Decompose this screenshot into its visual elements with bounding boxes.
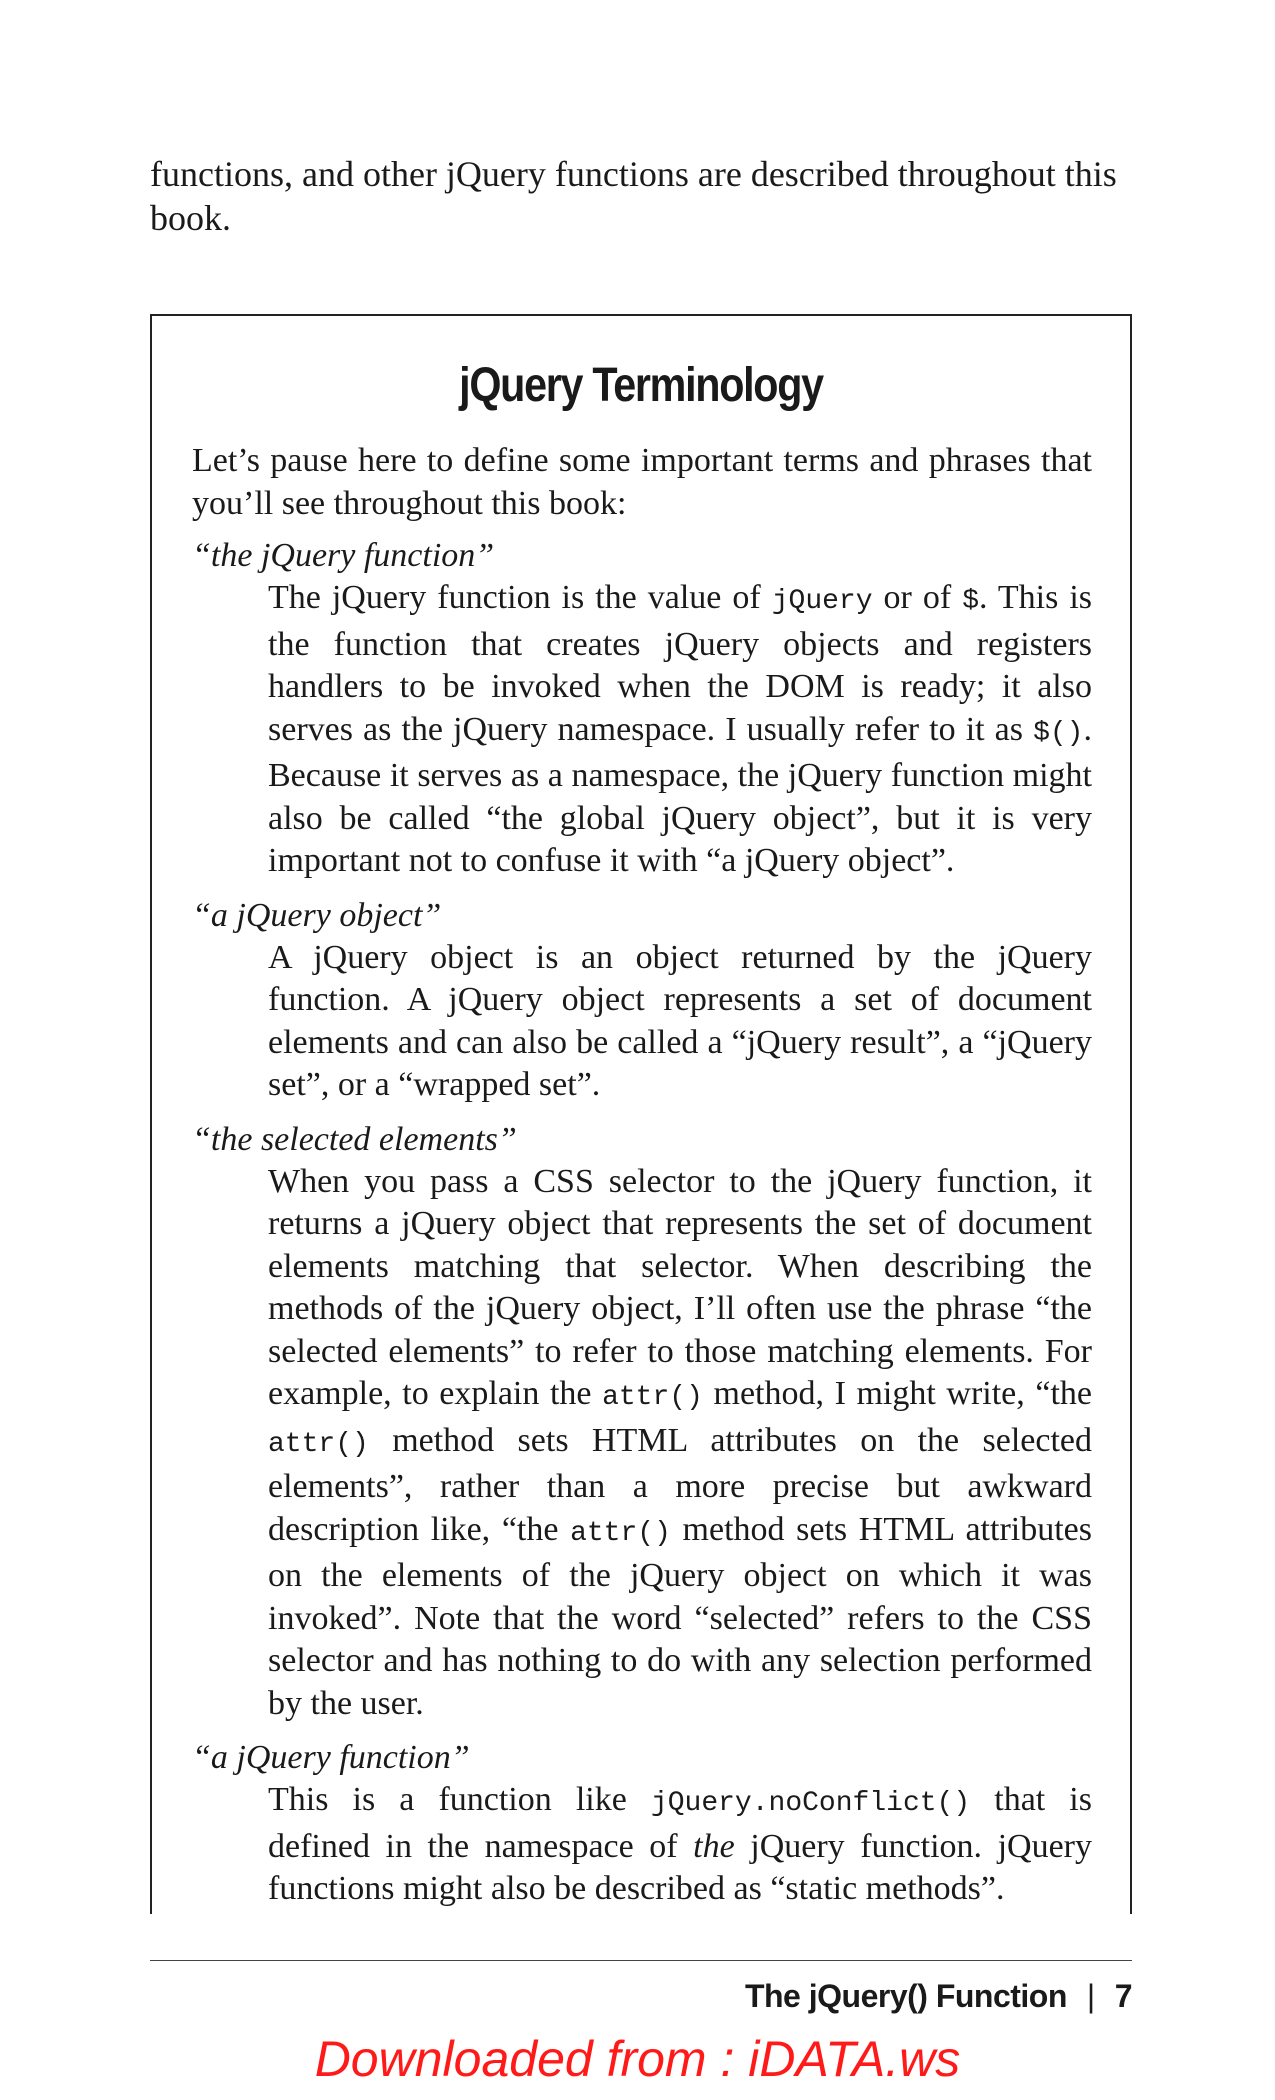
code-noconflict: jQuery.noConflict() bbox=[650, 1788, 971, 1819]
footer-separator: | bbox=[1086, 1978, 1095, 2014]
sidebar-body bbox=[192, 440, 1092, 1923]
emphasis-the: the bbox=[693, 1827, 735, 1865]
download-watermark: Downloaded from : iDATA.ws bbox=[314, 2031, 961, 2087]
code-attr: attr() bbox=[268, 1428, 369, 1460]
sidebar-title: jQuery Terminology bbox=[459, 359, 823, 412]
definition-jquery-object: A jQuery object is an object returned by the jQuery function. A jQuery object represents a set of document elements and can also be called a “jQuery result”, a “jQuery set”, or a “wrapped set”. bbox=[268, 938, 1092, 1103]
intro-paragraph: functions, and other jQuery functions are described throughout this book. bbox=[150, 154, 1117, 238]
page-footer bbox=[745, 1978, 1132, 2015]
code-attr: attr() bbox=[602, 1382, 703, 1413]
footer-section-title: The jQuery() Function bbox=[744, 1978, 1067, 2014]
term-jquery-function: “the jQuery function” bbox=[192, 537, 495, 574]
term-jquery-object: “a jQuery object” bbox=[192, 896, 442, 934]
sidebar-lead: Let’s pause here to define some important terms and phrases that you’ll see throughout this book: bbox=[192, 442, 1092, 522]
code-dollar: $ bbox=[962, 586, 979, 617]
terminology-sidebar bbox=[150, 314, 1132, 1914]
page-number: 7 bbox=[1114, 1978, 1132, 2014]
definition-selected-elements: When you pass a CSS selector to the jQuery function, it returns a jQuery object that represents the set of document elements matching that selector. When describing the methods of the jQuery object, I’ll often use the phrase “the selected elements” to refer to those matching elements. For example, to explain the attr() method, I might write, “the attr() method sets HTML attributes on the selected elements”, rather than a more precise but awkward description like, “the attr() method sets HTML attributes on the elements of the jQuery object on which it was invoked”. Note that the word “selected” refers to the CSS selector and has nothing to do with any selection performed by the user. bbox=[268, 1162, 1092, 1722]
footer-rule bbox=[150, 1960, 1132, 1961]
term-a-jquery-function: “a jQuery function” bbox=[192, 1739, 470, 1776]
code-attr: attr() bbox=[570, 1517, 671, 1549]
definition-jquery-function: The jQuery function is the value of jQuery or of $. This is the function that creates jQuery objects and registers handlers to be invoked when the DOM is ready; it also serves as the jQuery namespace. I usually refer to it as $(). Because it serves as a namespace, the jQuery function might also be called “the global jQuery object”, but it is very important not to confuse it with “a jQuery object”. bbox=[268, 579, 1092, 879]
definition-a-jquery-function: This is a function like jQuery.noConflict() that is defined in the namespace of the jQuery function. jQuery functions might also be described as “static methods”. bbox=[268, 1781, 1092, 1907]
code-jquery: jQuery bbox=[771, 586, 873, 617]
term-selected-elements: “the selected elements” bbox=[192, 1120, 517, 1158]
code-dollar-call: $() bbox=[1033, 717, 1084, 749]
